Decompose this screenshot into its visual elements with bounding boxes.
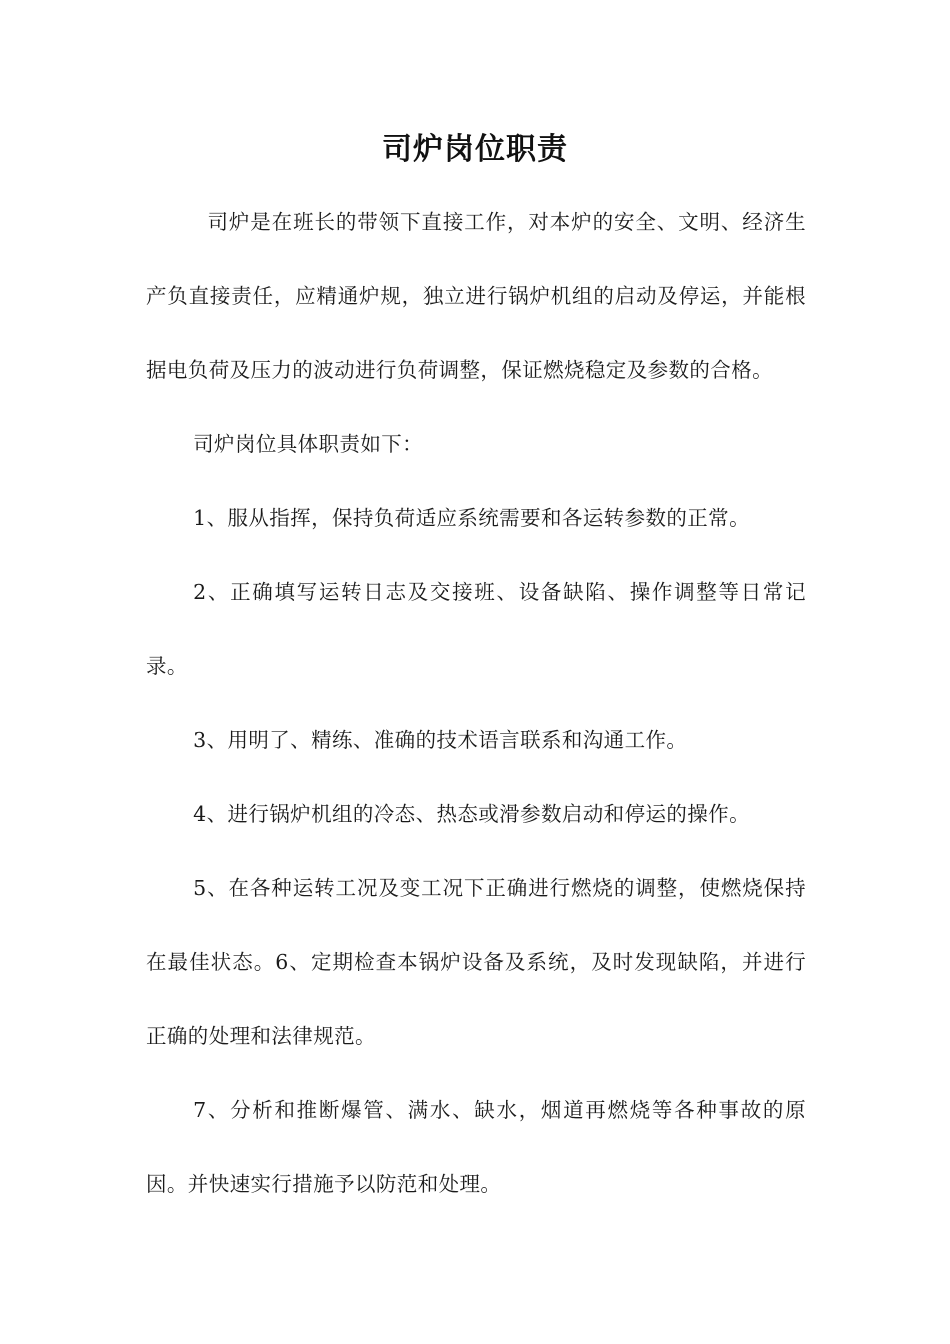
document-body [146, 185, 806, 1221]
duty-item-1: 1、服从指挥，保持负荷适应系统需要和各运转参数的正常。 [193, 506, 750, 530]
document-title: 司炉岗位职责 [382, 132, 568, 167]
intro-paragraph: 司炉是在班长的带领下直接工作，对本炉的安全、文明、经济生产负直接责任，应精通炉规，独立进行锅炉机组的启动及停运，并能根据电负荷及压力的波动进行负荷调整，保证燃烧稳定及参数的合格。 [146, 210, 806, 382]
duty-item-3: 3、用明了、精练、准确的技术语言联系和沟通工作。 [193, 728, 688, 752]
duty-item-5-6: 5、在各种运转工况及变工况下正确进行燃烧的调整，使燃烧保持在最佳状态。6、定期检查本锅炉设备及系统，及时发现缺陷，并进行正确的处理和法律规范。 [146, 876, 806, 1048]
duty-item-4: 4、进行锅炉机组的冷态、热态或滑参数启动和停运的操作。 [193, 802, 750, 826]
duties-heading-paragraph: 司炉岗位具体职责如下： [193, 432, 424, 456]
duty-item-2: 2、正确填写运转日志及交接班、设备缺陷、操作调整等日常记录。 [146, 580, 806, 678]
duty-item-7: 7、分析和推断爆管、满水、缺水，烟道再燃烧等各种事故的原因。并快速实行措施予以防范和处理。 [146, 1098, 806, 1196]
